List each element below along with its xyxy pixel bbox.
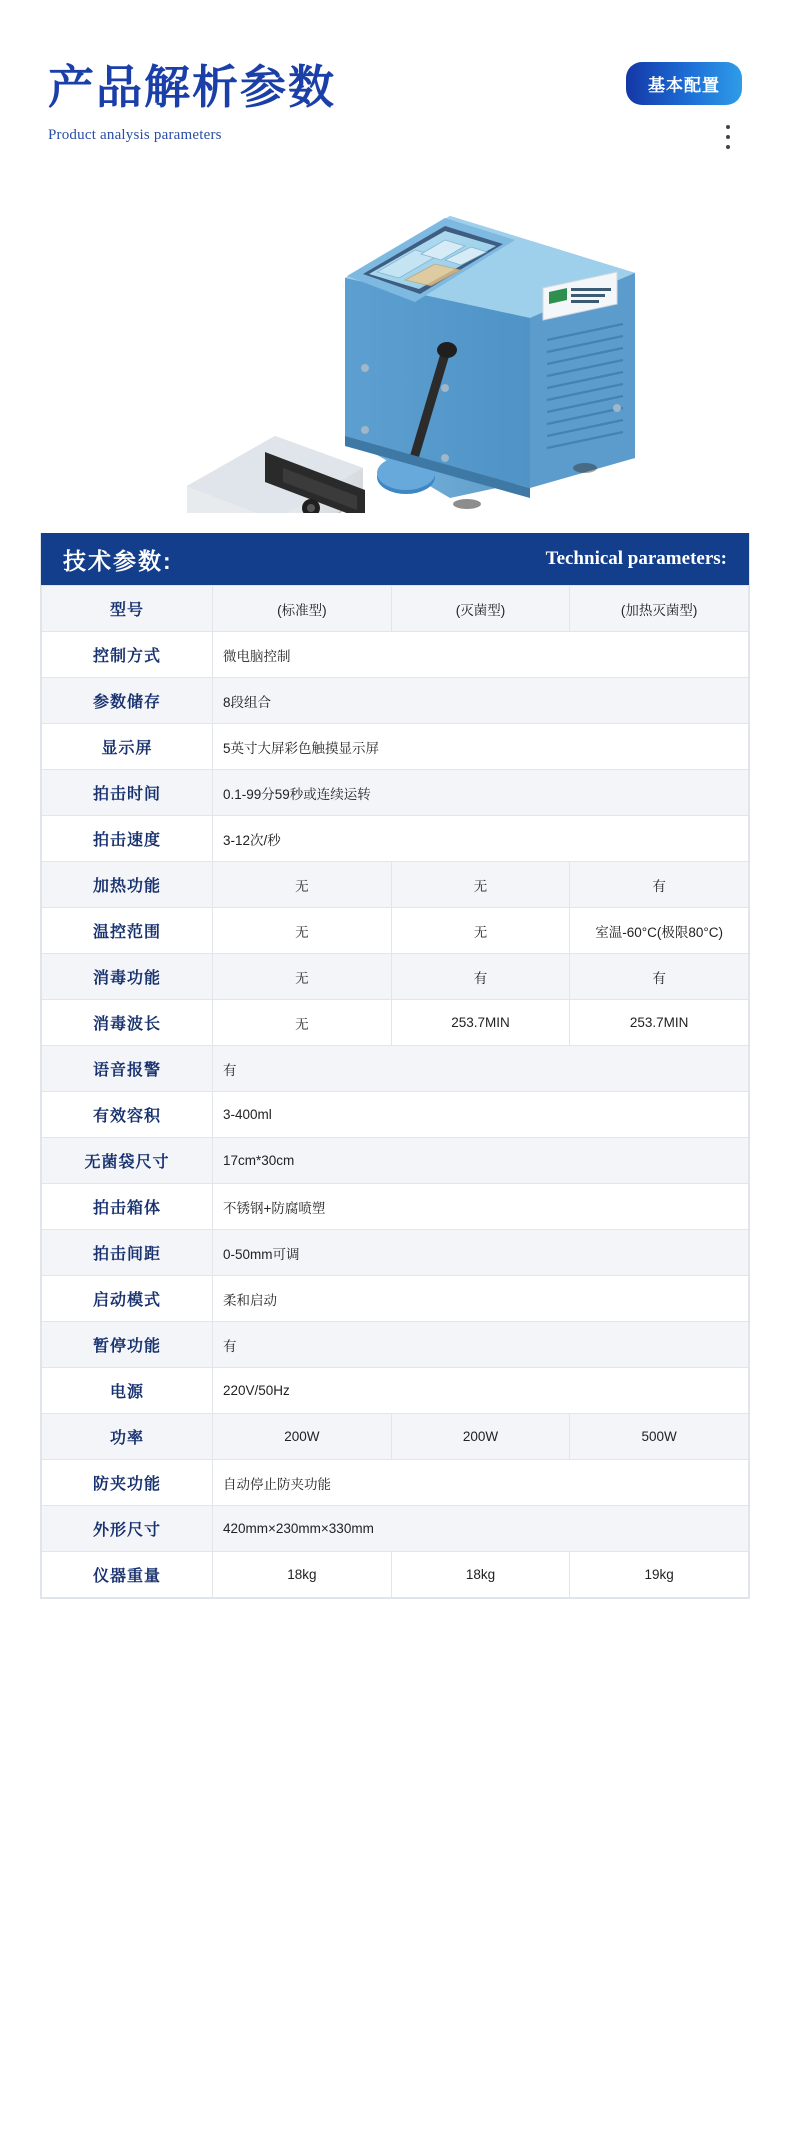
row-label: 语音报警 (42, 1046, 213, 1092)
row-value: 无 (213, 908, 392, 954)
row-value: 0.1-99分59秒或连续运转 (213, 770, 749, 816)
row-value: 3-12次/秒 (213, 816, 749, 862)
page-header (0, 0, 790, 150)
table-row (42, 1322, 749, 1368)
table-row (42, 1138, 749, 1184)
row-label: 消毒功能 (42, 954, 213, 1000)
row-value: 19kg (570, 1552, 749, 1598)
table-row (42, 1230, 749, 1276)
row-value: 500W (570, 1414, 749, 1460)
row-value: 无 (213, 862, 392, 908)
row-value: 18kg (213, 1552, 392, 1598)
row-value: 200W (391, 1414, 570, 1460)
row-value: (标准型) (213, 586, 392, 632)
table-row (42, 908, 749, 954)
table-row (42, 1000, 749, 1046)
row-value: 不锈钢+防腐喷塑 (213, 1184, 749, 1230)
row-value: 220V/50Hz (213, 1368, 749, 1414)
kebab-menu-icon[interactable] (725, 125, 730, 149)
table-row (42, 1046, 749, 1092)
row-label: 显示屏 (42, 724, 213, 770)
row-value: 无 (391, 862, 570, 908)
row-value: 自动停止防夹功能 (213, 1460, 749, 1506)
table-row (42, 816, 749, 862)
row-label: 型号 (42, 586, 213, 632)
row-label: 启动模式 (42, 1276, 213, 1322)
spec-header-en: Technical parameters: (545, 548, 727, 569)
row-value: 0-50mm可调 (213, 1230, 749, 1276)
row-value: 室温-60°C(极限80°C) (570, 908, 749, 954)
table-row (42, 1276, 749, 1322)
row-label: 仪器重量 (42, 1552, 213, 1598)
row-value: 200W (213, 1414, 392, 1460)
row-label: 外形尺寸 (42, 1506, 213, 1552)
table-row (42, 1092, 749, 1138)
row-value: 柔和启动 (213, 1276, 749, 1322)
config-badge: 基本配置 (626, 62, 742, 105)
table-row (42, 1460, 749, 1506)
row-value: 无 (213, 1000, 392, 1046)
row-value: 5英寸大屏彩色触摸显示屏 (213, 724, 749, 770)
table-row (42, 1552, 749, 1598)
table-row (42, 1414, 749, 1460)
table-row (42, 1506, 749, 1552)
spec-table-block (40, 533, 750, 1599)
row-value: 有 (570, 954, 749, 1000)
row-label: 拍击速度 (42, 816, 213, 862)
page-title: 产品解析参数 (48, 61, 336, 113)
machine-illustration (115, 168, 675, 513)
row-label: 电源 (42, 1368, 213, 1414)
row-label: 拍击时间 (42, 770, 213, 816)
row-value: 253.7MIN (570, 1000, 749, 1046)
row-value: 17cm*30cm (213, 1138, 749, 1184)
spec-header-cn: 技术参数: (63, 547, 173, 574)
row-label: 温控范围 (42, 908, 213, 954)
row-label: 暂停功能 (42, 1322, 213, 1368)
row-label: 拍击间距 (42, 1230, 213, 1276)
table-row (42, 632, 749, 678)
table-row (42, 724, 749, 770)
row-value: (灭菌型) (391, 586, 570, 632)
table-row (42, 770, 749, 816)
row-label: 有效容积 (42, 1092, 213, 1138)
row-value: 253.7MIN (391, 1000, 570, 1046)
row-label: 无菌袋尺寸 (42, 1138, 213, 1184)
table-row (42, 586, 749, 632)
row-value: 8段组合 (213, 678, 749, 724)
row-value: (加热灭菌型) (570, 586, 749, 632)
row-value: 有 (391, 954, 570, 1000)
row-label: 功率 (42, 1414, 213, 1460)
row-label: 参数储存 (42, 678, 213, 724)
row-label: 控制方式 (42, 632, 213, 678)
table-row (42, 954, 749, 1000)
row-value: 微电脑控制 (213, 632, 749, 678)
row-label: 加热功能 (42, 862, 213, 908)
spec-table-header (41, 533, 749, 585)
spec-table (41, 585, 749, 1598)
row-label: 防夹功能 (42, 1460, 213, 1506)
row-value: 3-400ml (213, 1092, 749, 1138)
table-row (42, 1368, 749, 1414)
row-value: 有 (213, 1322, 749, 1368)
row-value: 无 (391, 908, 570, 954)
page-subtitle: Product analysis parameters (48, 126, 222, 143)
table-row (42, 1184, 749, 1230)
row-value: 有 (570, 862, 749, 908)
row-value: 420mm×230mm×330mm (213, 1506, 749, 1552)
table-row (42, 678, 749, 724)
row-value: 无 (213, 954, 392, 1000)
product-image (0, 168, 790, 513)
row-value: 有 (213, 1046, 749, 1092)
table-row (42, 862, 749, 908)
row-label: 消毒波长 (42, 1000, 213, 1046)
row-value: 18kg (391, 1552, 570, 1598)
row-label: 拍击箱体 (42, 1184, 213, 1230)
